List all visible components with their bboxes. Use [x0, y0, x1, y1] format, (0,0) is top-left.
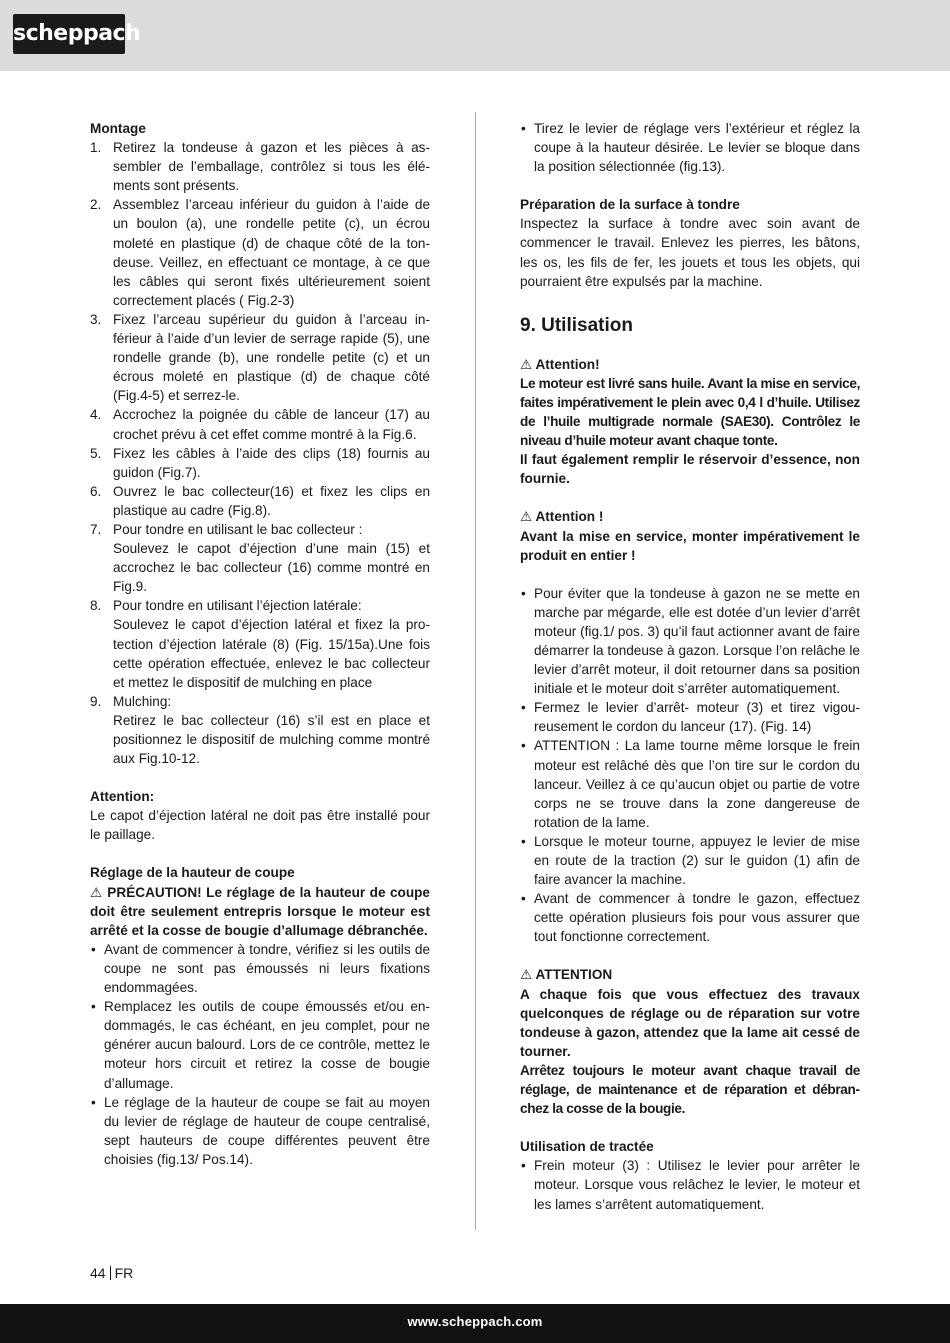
left-column [90, 119, 430, 1169]
column-divider [475, 112, 476, 1230]
attention-title: Attention: [90, 789, 155, 805]
tractee-title: Utilisation de tractée [520, 1139, 654, 1155]
item-text: Le réglage de la hauteur de coupe se fait au moyen du levier de réglage de hauteur de coupe centralisé, sept hauteurs de coupe différentes peuvent être choisies (fig.13/ Pos.14). [104, 1094, 430, 1167]
montage-item [90, 482, 430, 520]
list-item [520, 698, 860, 736]
item-number: 1. [90, 140, 102, 156]
montage-title: Montage [90, 121, 146, 136]
item-number: 6. [90, 483, 102, 499]
item-text: Pour éviter que la tondeuse à gazon ne se mette en marche par mégarde, elle est dotée d’un levier d’arrêt moteur (fig.1/ pos. 3) qu’il faut actionner avant de faire démarrer la tondeuse à gazon. Lorsque l’on relâche le levier d’arrêt moteur, il doit retourner dans sa position initiale et le moteur doit s’arrêter automatiquement. [534, 585, 860, 697]
item-text: Pour tondre en utilisant l’éjection latérale: [113, 598, 362, 614]
montage-item [90, 596, 430, 691]
montage-item [90, 520, 430, 596]
item-subtext: Soulevez le capot d’éjection latéral et fixez la protection d’éjection latérale (8) (Fig. 15/15a).Une fois cette opération effectuée, enlevez le bac collecteur et mettez le dispositif de mulching en place [113, 617, 430, 690]
bullet-icon: • [521, 700, 526, 716]
page-footer [90, 1264, 133, 1282]
item-subtext: Retirez le bac collecteur (16) s’il est en place et positionnez le dispositif de mulching comme montré aux Fig.10-12. [113, 712, 430, 767]
montage-item [90, 692, 430, 768]
attention1-text: Le moteur est livré sans huile. Avant la mise en service, faites impérativement le plein avec 0,4 l d’huile. Utilisez de l’huile multigrade normale (SAE30). Contrôlez le niveau d’huile moteur avant chaque tonte. [520, 375, 860, 449]
item-number: 9. [90, 693, 102, 709]
bullet-icon: • [521, 585, 526, 601]
attention-text: Le capot d’éjection latéral ne doit pas être installé pour le paillage. [90, 808, 430, 843]
item-number: 3. [90, 311, 102, 327]
attention2-title: ⚠ Attention ! [520, 509, 604, 525]
item-text: Assemblez l’arceau inférieur du guidon à l’aide de un boulon (a), une rondelle petite (c), un écrou moleté en plastique (d) de chaque côté de la tondeuse. Veillez, en effectuant ce montage, à ce que les câbles qui seront fixés ultérieurement soient correctement placés ( Fig.2-3) [113, 197, 430, 308]
item-text: Fixez les câbles à l’aide des clips (18) fournis au guidon (Fig.7). [113, 445, 430, 480]
item-number: 5. [90, 445, 102, 461]
item-number: 7. [90, 521, 102, 537]
bullet-icon: • [521, 121, 526, 136]
montage-item [90, 444, 430, 482]
list-item [520, 584, 860, 699]
item-text: Tirez le levier de réglage vers l’extérieur et réglez la coupe à la hauteur désirée. Le levier se bloque dans la position sélectionnée (fig.13). [534, 121, 860, 175]
bullet-icon: • [91, 941, 96, 957]
montage-item [90, 195, 430, 310]
item-number: 8. [90, 598, 102, 614]
item-number: 4. [90, 407, 102, 423]
item-text: Remplacez les outils de coupe émoussés et/ou endommagés, le cas échéant, en jeu complet, pour ne générer aucun balourd. Lors de ce contrôle, mettez le moteur hors circuit et retirez la cosse de bougie d’allumage. [104, 999, 430, 1091]
bullet-icon: • [91, 999, 96, 1015]
list-item [520, 832, 860, 889]
language-code: FR [114, 1265, 134, 1281]
item-text: Fermez le levier d’arrêt- moteur (3) et tirez vigoureusement le cordon du lanceur (17). (Fig. 14) [534, 700, 860, 735]
prep-text: Inspectez la surface à tondre avec soin avant de commencer le travail. Enlevez les pierres, les bâtons, les os, les fils de fer, les jouets et tous les objets, qui pourraient être expulsés par la machine. [520, 216, 860, 289]
list-item [90, 940, 430, 997]
item-text: Accrochez la poignée du câble de lanceur (17) au crochet prévu à cet effet comme montré à la Fig.6. [113, 407, 430, 442]
item-text: Lorsque le moteur tourne, appuyez le levier de mise en route de la traction (2) sur le guidon (1) afin de faire avancer la machine. [534, 833, 860, 888]
page-number: 44 [90, 1265, 106, 1281]
bullet-icon: • [521, 833, 526, 849]
reglage-list [90, 940, 430, 1169]
montage-list [90, 138, 430, 768]
scheppach-logo: scheppach [13, 14, 125, 54]
section-heading: 9. Utilisation [520, 314, 633, 336]
item-text: Avant de commencer à tondre, vérifiez si les outils de coupe ne sont pas émoussés ni leurs fixations endommagées. [104, 941, 430, 996]
item-text: Pour tondre en utilisant le bac collecteur : [113, 521, 363, 537]
montage-item [90, 138, 430, 195]
bullet-icon: • [521, 738, 526, 754]
item-text: Avant de commencer à tondre le gazon, effectuez cette opération plusieurs fois pour vous assurer que tout fonctionne correctement. [534, 891, 860, 945]
item-number: 2. [90, 197, 102, 213]
prep-title: Préparation de la surface à tondre [520, 197, 740, 213]
footer-separator [110, 1266, 111, 1280]
item-text: Fixez l’arceau supérieur du guidon à l’arceau inférieur à l’aide d’un levier de serrage rapide (5), une rondelle grande (b), une rondelle petite (c) et un écrous moleté en plastique (d) de chaque côté (Fig.4-5) et serrez-le. [113, 311, 430, 404]
right-column [520, 119, 860, 1214]
list-item [520, 119, 860, 176]
montage-item [90, 310, 430, 405]
reglage-title: Réglage de la hauteur de coupe [90, 865, 295, 881]
attention3-text2: Arrêtez toujours le moteur avant chaque travail de réglage, de maintenance et de réparation et débranchez la cosse de la bougie. [520, 1062, 860, 1117]
montage-item [90, 405, 430, 443]
list-item [90, 1093, 430, 1169]
list-item [520, 736, 860, 831]
item-text: ATTENTION : La lame tourne même lorsque le frein moteur est relâché dès que l’on tire sur le cordon du lanceur. Veillez à ce qu’aucun objet ou partie de votre corps ne se trouve dans la zone dangereuse de rotation de la lame. [534, 738, 860, 830]
attention1-text2: Il faut également remplir le réservoir d’essence, non fournie. [520, 452, 860, 487]
list-item [520, 889, 860, 946]
item-text: Retirez la tondeuse à gazon et les pièces à assembler de l’emballage, contrôlez si tous les éléments sont présents. [113, 140, 430, 194]
item-text: Mulching: [113, 693, 172, 709]
attention3-title: ⚠ ATTENTION [520, 967, 613, 983]
reglage-warning: ⚠ PRÉCAUTION! Le réglage de la hauteur de coupe doit être seulement entrepris lorsque le moteur est arrêté et la cosse de bougie d’allumage débranchée. [90, 884, 430, 938]
bullet-icon: • [521, 1158, 526, 1174]
list-item [90, 997, 430, 1092]
attention1-title: ⚠ Attention! [520, 356, 600, 372]
item-text: Frein moteur (3) : Utilisez le levier pour arrêter le moteur. Lorsque vous relâchez le levier, le moteur et les lames s’arrêtent automatiquement. [534, 1158, 860, 1212]
item-subtext: Soulevez le capot d’éjection d’une main (15) et accrochez le bac collecteur (16) comme montré en Fig.9. [113, 541, 430, 595]
attention3-text: A chaque fois que vous effectuez des travaux quelconques de réglage ou de réparation sur votre tondeuse à gazon, attendez que la lame ait cessé de tourner. [520, 986, 860, 1059]
bullet-icon: • [521, 891, 526, 907]
attention2-text: Avant la mise en service, monter impérativement le produit en entier ! [520, 528, 860, 563]
item-text: Ouvrez le bac collecteur(16) et fixez les clips en plastique au cadre (Fig.8). [113, 483, 430, 518]
header-band [0, 0, 950, 71]
use-list [520, 584, 860, 947]
list-item [520, 1156, 860, 1213]
bullet-icon: • [91, 1094, 96, 1110]
website-url: www.scheppach.com [407, 1314, 543, 1329]
